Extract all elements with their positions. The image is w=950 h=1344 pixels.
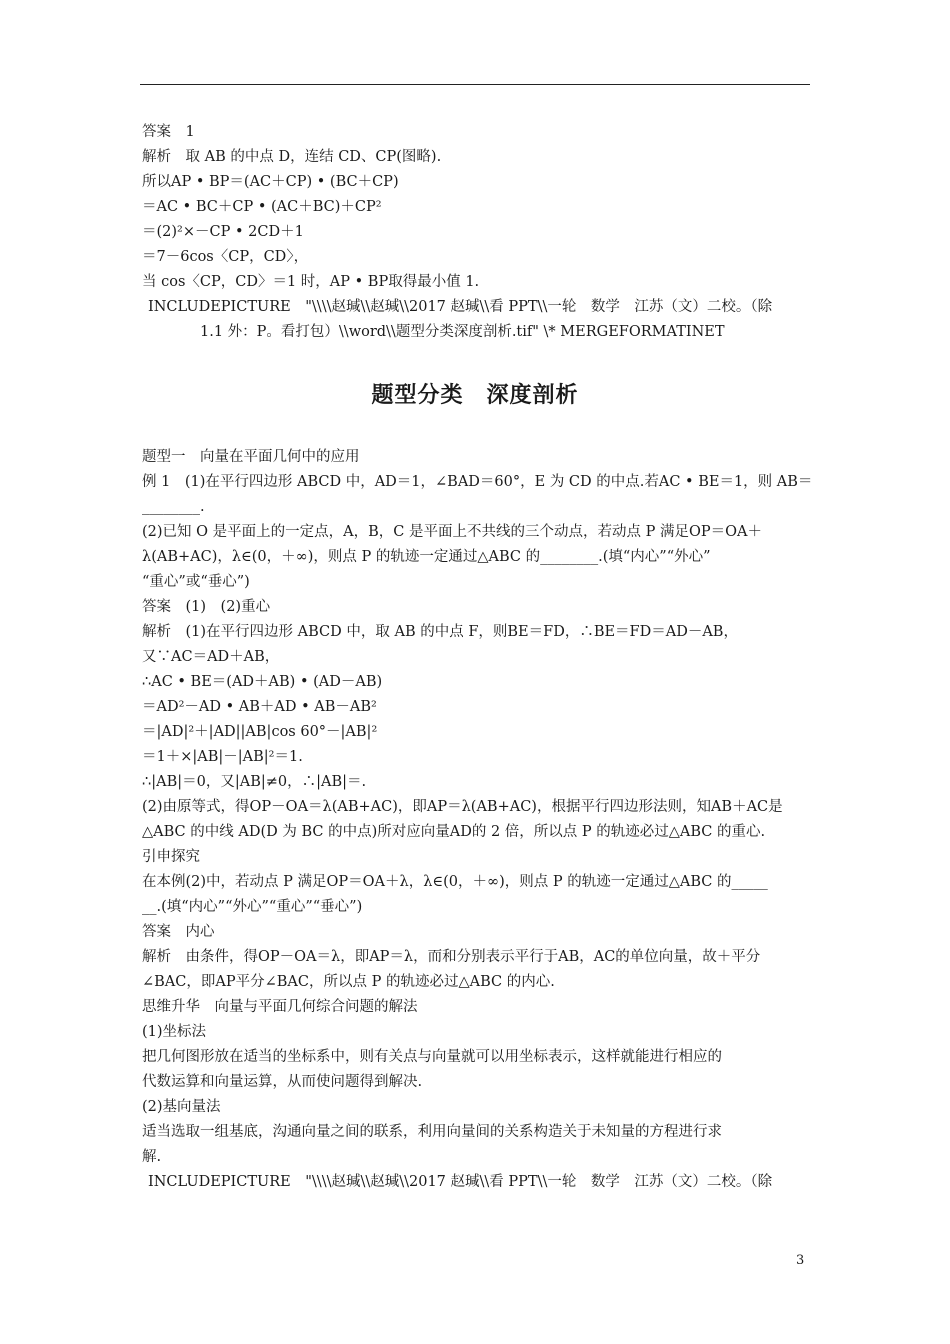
answer-block bbox=[142, 120, 812, 345]
analysis-line: 解析 (1)在平行四边形 ABCD 中，取 AB 的中点 F，则BE＝FD，∴BE＝FD＝AD－AB， bbox=[142, 624, 738, 640]
extension-line: __.(填“内心”“外心”“重心”“垂心”) bbox=[142, 899, 363, 915]
answer-line: 答案 内心 bbox=[142, 924, 215, 940]
analysis-line: (2)由原等式，得OP－OA＝λ(AB+AC)，即AP＝λ(AB+AC)，根据平行四边形法则，知AB＋AC是 bbox=[142, 799, 783, 815]
includepicture-field-cont: 1.1 外：P。看打包）\\word\\题型分类深度剖析.tif" \* MERGEFORMATINET bbox=[200, 324, 725, 340]
method-text: 把几何图形放在适当的坐标系中，则有关点与向量就可以用坐标表示，这样就能进行相应的 bbox=[142, 1049, 722, 1065]
analysis-line: 解析 由条件，得OP－OA＝λ，即AP＝λ，而和分别表示平行于AB，AC的单位向量，故＋平分 bbox=[142, 949, 761, 965]
analysis-line: ∠BAC，即AP平分∠BAC，所以点 P 的轨迹必过△ABC 的内心. bbox=[142, 974, 555, 990]
summary-heading: 思维升华 向量与平面几何综合问题的解法 bbox=[142, 999, 418, 1015]
method-text: 代数运算和向量运算，从而使问题得到解决. bbox=[142, 1074, 423, 1090]
example-line: 例 1 (1)在平行四边形 ABCD 中，AD＝1，∠BAD＝60°，E 为 CD 的中点.若AC • BE＝1，则 AB＝ bbox=[142, 474, 812, 490]
equation-line: ＝AD²－AD • AB＋AD • AB－AB² bbox=[142, 699, 377, 715]
equation-line: ∴|AB|＝0，又|AB|≠0，∴|AB|＝. bbox=[142, 774, 367, 790]
example-line: ________. bbox=[142, 499, 205, 515]
extension-heading: 引申探究 bbox=[142, 849, 200, 865]
equation-line: ＝7－6cos〈CP，CD〉， bbox=[142, 249, 309, 265]
equation-line: ∴AC • BE＝(AD＋AB) • (AD－AB) bbox=[142, 674, 383, 690]
includepicture-field: INCLUDEPICTURE "\\\\赵瑊\\赵瑊\\2017 赵瑊\\看 PPT\\一轮 数学 江苏（文）二校。（除 bbox=[148, 1174, 773, 1190]
example-line: (2)已知 O 是平面上的一定点，A，B，C 是平面上不共线的三个动点，若动点 P 满足OP＝OA＋ bbox=[142, 524, 762, 540]
equation-line: 所以AP • BP＝(AC＋CP) • (BC＋CP) bbox=[142, 174, 399, 190]
includepicture-field: INCLUDEPICTURE "\\\\赵瑊\\赵瑊\\2017 赵瑊\\看 PPT\\一轮 数学 江苏（文）二校。（除 bbox=[148, 299, 773, 315]
answer-line: 答案 1 bbox=[142, 124, 195, 140]
conclusion-line: 当 cos〈CP，CD〉＝1 时，AP • BP取得最小值 1. bbox=[142, 274, 480, 290]
equation-line: ＝|AD|²＋|AD||AB|cos 60°－|AB|² bbox=[142, 724, 378, 740]
method-heading: (1)坐标法 bbox=[142, 1024, 207, 1040]
method-text: 适当选取一组基底，沟通向量之间的联系，利用向量间的关系构造关于未知量的方程进行求 bbox=[142, 1124, 722, 1140]
page-number: 3 bbox=[796, 1253, 805, 1268]
equation-line: ＝AC • BC＋CP • (AC＋BC)＋CP² bbox=[142, 199, 382, 215]
equation-line: ＝(2)²×－CP • 2CD＋1 bbox=[142, 224, 304, 240]
method-text: 解. bbox=[142, 1149, 162, 1165]
example-line: “重心”或“垂心”) bbox=[142, 574, 250, 590]
analysis-line: 解析 取 AB 的中点 D，连结 CD、CP(图略). bbox=[142, 149, 442, 165]
main-content bbox=[142, 445, 812, 1195]
analysis-line: 又∵AC＝AD＋AB， bbox=[142, 649, 280, 665]
extension-line: 在本例(2)中，若动点 P 满足OP＝OA＋λ，λ∈(0，＋∞)，则点 P 的轨迹一定通过△ABC 的_____ bbox=[142, 874, 768, 890]
section-title: 题型分类 深度剖析 bbox=[371, 383, 579, 408]
topic-heading: 题型一 向量在平面几何中的应用 bbox=[142, 449, 360, 465]
example-line: λ(AB+AC)，λ∈(0，＋∞)，则点 P 的轨迹一定通过△ABC 的________.(填“内心”“外心” bbox=[142, 549, 711, 565]
header-rule bbox=[140, 84, 810, 85]
analysis-line: △ABC 的中线 AD(D 为 BC 的中点)所对应向量AD的 2 倍，所以点 P 的轨迹必过△ABC 的重心. bbox=[142, 824, 766, 840]
answer-line: 答案 (1) (2)重心 bbox=[142, 599, 271, 615]
equation-line: ＝1＋×|AB|－|AB|²＝1. bbox=[142, 749, 303, 765]
method-heading: (2)基向量法 bbox=[142, 1099, 221, 1115]
